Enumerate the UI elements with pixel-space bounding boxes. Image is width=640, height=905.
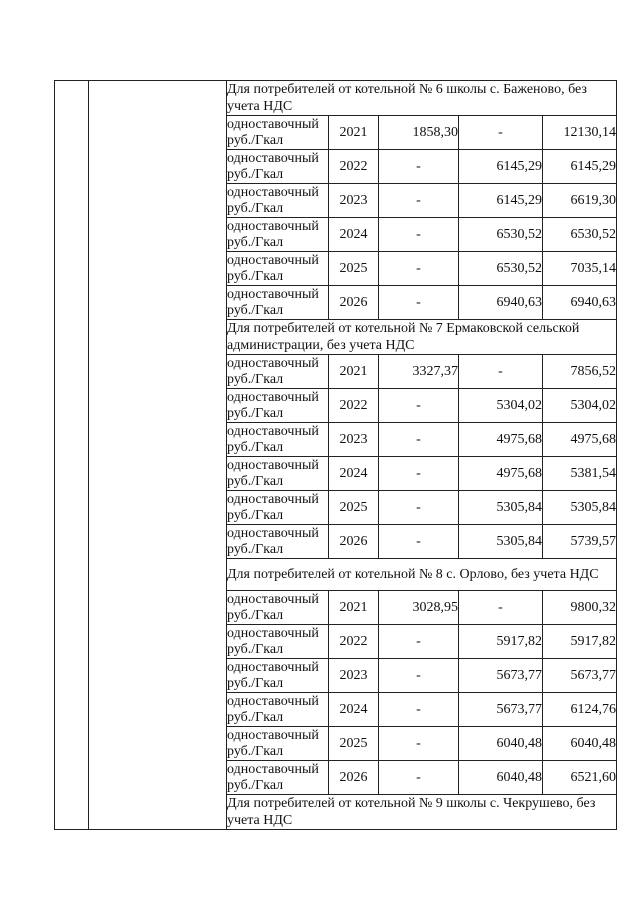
value-cell-2: - [459, 116, 543, 150]
blank-column-2 [89, 81, 227, 830]
year-cell: 2025 [329, 727, 379, 761]
value-cell-1: - [379, 491, 459, 525]
value-cell-2: 6145,29 [459, 184, 543, 218]
value-cell-3: 6521,60 [543, 761, 617, 795]
tariff-label: одноставочный руб./Гкал [227, 389, 329, 423]
value-cell-3: 5673,77 [543, 659, 617, 693]
year-cell: 2021 [329, 355, 379, 389]
value-cell-2: 4975,68 [459, 423, 543, 457]
tariff-label: одноставочный руб./Гкал [227, 184, 329, 218]
value-cell-3: 5381,54 [543, 457, 617, 491]
value-cell-1: - [379, 457, 459, 491]
value-cell-2: 5305,84 [459, 525, 543, 559]
value-cell-2: 5917,82 [459, 625, 543, 659]
section-header-row [55, 81, 617, 116]
year-cell: 2026 [329, 525, 379, 559]
value-cell-2: 6530,52 [459, 218, 543, 252]
year-cell: 2022 [329, 625, 379, 659]
value-cell-1: - [379, 252, 459, 286]
tariff-label: одноставочный руб./Гкал [227, 525, 329, 559]
value-cell-2: - [459, 355, 543, 389]
tariff-label: одноставочный руб./Гкал [227, 355, 329, 389]
value-cell-2: 6040,48 [459, 761, 543, 795]
tariff-label: одноставочный руб./Гкал [227, 116, 329, 150]
year-cell: 2022 [329, 389, 379, 423]
year-cell: 2021 [329, 591, 379, 625]
year-cell: 2024 [329, 693, 379, 727]
value-cell-1: - [379, 693, 459, 727]
value-cell-1: - [379, 389, 459, 423]
value-cell-3: 6145,29 [543, 150, 617, 184]
value-cell-1: - [379, 727, 459, 761]
section-title: Для потребителей от котельной № 8 с. Орлово, без учета НДС [227, 559, 617, 591]
value-cell-1: - [379, 761, 459, 795]
value-cell-1: - [379, 659, 459, 693]
year-cell: 2025 [329, 491, 379, 525]
tariff-label: одноставочный руб./Гкал [227, 286, 329, 320]
year-cell: 2026 [329, 286, 379, 320]
value-cell-3: 5739,57 [543, 525, 617, 559]
value-cell-3: 5917,82 [543, 625, 617, 659]
year-cell: 2023 [329, 184, 379, 218]
year-cell: 2023 [329, 423, 379, 457]
value-cell-3: 7856,52 [543, 355, 617, 389]
year-cell: 2024 [329, 218, 379, 252]
value-cell-3: 7035,14 [543, 252, 617, 286]
section-title: Для потребителей от котельной № 7 Ермаковской сельской администрации, без учета НДС [227, 320, 617, 355]
value-cell-1: - [379, 286, 459, 320]
value-cell-3: 6619,30 [543, 184, 617, 218]
value-cell-2: 6040,48 [459, 727, 543, 761]
tariff-label: одноставочный руб./Гкал [227, 693, 329, 727]
value-cell-2: 4975,68 [459, 457, 543, 491]
value-cell-2: 6940,63 [459, 286, 543, 320]
value-cell-2: - [459, 591, 543, 625]
value-cell-3: 9800,32 [543, 591, 617, 625]
value-cell-2: 6145,29 [459, 150, 543, 184]
value-cell-3: 5304,02 [543, 389, 617, 423]
value-cell-1: - [379, 423, 459, 457]
value-cell-1: - [379, 625, 459, 659]
value-cell-2: 5304,02 [459, 389, 543, 423]
tariff-label: одноставочный руб./Гкал [227, 252, 329, 286]
year-cell: 2026 [329, 761, 379, 795]
tariff-label: одноставочный руб./Гкал [227, 591, 329, 625]
year-cell: 2023 [329, 659, 379, 693]
value-cell-3: 6940,63 [543, 286, 617, 320]
tariff-label: одноставочный руб./Гкал [227, 625, 329, 659]
value-cell-2: 5305,84 [459, 491, 543, 525]
value-cell-1: - [379, 218, 459, 252]
value-cell-1: 3327,37 [379, 355, 459, 389]
year-cell: 2022 [329, 150, 379, 184]
tariff-label: одноставочный руб./Гкал [227, 761, 329, 795]
value-cell-2: 5673,77 [459, 693, 543, 727]
year-cell: 2025 [329, 252, 379, 286]
value-cell-3: 6124,76 [543, 693, 617, 727]
value-cell-1: 3028,95 [379, 591, 459, 625]
tariff-label: одноставочный руб./Гкал [227, 727, 329, 761]
value-cell-3: 5305,84 [543, 491, 617, 525]
blank-column-1 [55, 81, 89, 830]
value-cell-2: 5673,77 [459, 659, 543, 693]
value-cell-1: - [379, 150, 459, 184]
value-cell-3: 4975,68 [543, 423, 617, 457]
tariff-label: одноставочный руб./Гкал [227, 491, 329, 525]
value-cell-3: 6040,48 [543, 727, 617, 761]
year-cell: 2024 [329, 457, 379, 491]
tariff-label: одноставочный руб./Гкал [227, 423, 329, 457]
value-cell-2: 6530,52 [459, 252, 543, 286]
year-cell: 2021 [329, 116, 379, 150]
value-cell-3: 6530,52 [543, 218, 617, 252]
tariff-table [54, 80, 617, 830]
tariff-label: одноставочный руб./Гкал [227, 659, 329, 693]
tariff-label: одноставочный руб./Гкал [227, 218, 329, 252]
tariff-label: одноставочный руб./Гкал [227, 457, 329, 491]
section-title: Для потребителей от котельной № 6 школы с. Баженово, без учета НДС [227, 81, 617, 116]
value-cell-3: 12130,14 [543, 116, 617, 150]
section-title: Для потребителей от котельной № 9 школы с. Чекрушево, без учета НДС [227, 795, 617, 830]
value-cell-1: - [379, 525, 459, 559]
value-cell-1: 1858,30 [379, 116, 459, 150]
value-cell-1: - [379, 184, 459, 218]
tariff-label: одноставочный руб./Гкал [227, 150, 329, 184]
